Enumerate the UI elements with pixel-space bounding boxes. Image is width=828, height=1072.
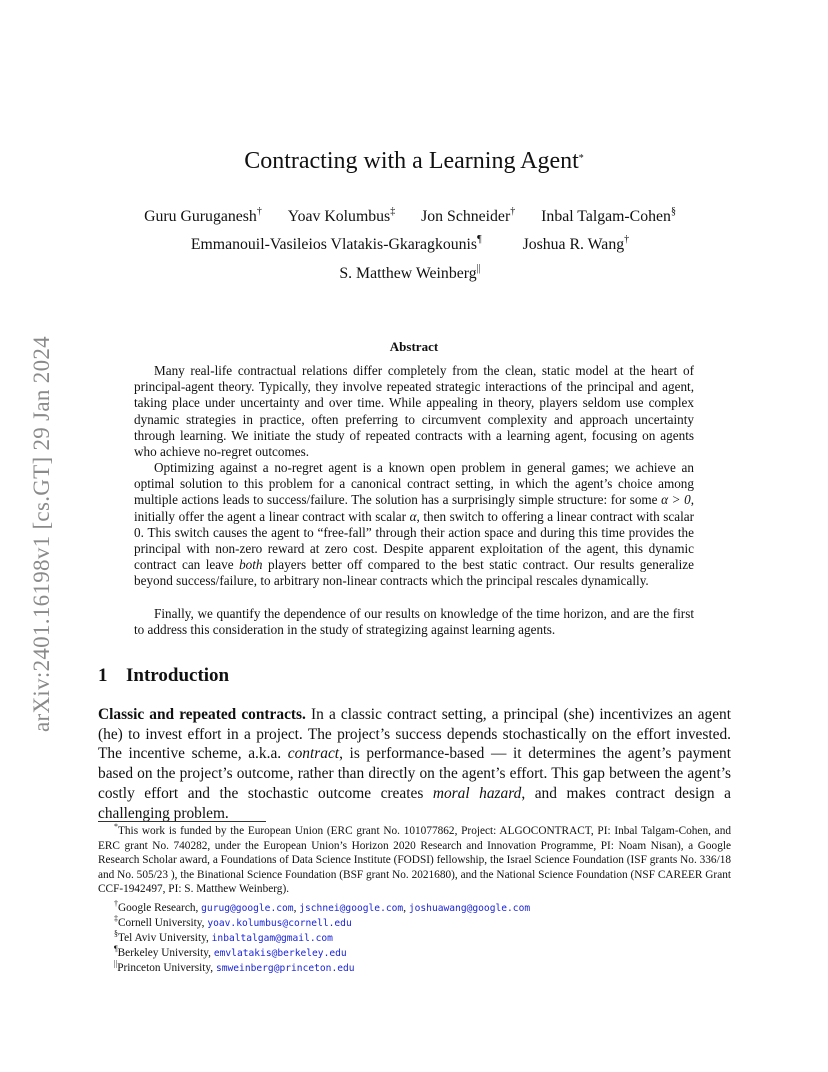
title-footnote-mark: * xyxy=(578,153,584,164)
footnote-berkeley: ¶Berkeley University, emvlatakis@berkeley.edu xyxy=(114,944,347,959)
author-row-1 xyxy=(60,206,760,225)
abstract-heading: Abstract xyxy=(389,339,439,354)
abstract-paragraph-2: Optimizing against a no-regret agent is a known open problem in general games; we achieve an optimal solution to this problem for a canonical contract setting, in which the agent’s choice among multiple actions leads to success/failure. The solution has a surprisingly simple structure: for some α > 0, initially offer the agent a linear contract with scalar α, then switch to offering a linear contract with scalar 0. This switch causes the agent to “free-fall” through their action space and during this time provides the principal with non-zero reward at zero cost. Despite apparent exploitation of the agent, this dynamic contract can leave both players better off compared to the best static contract. Our results generalize beyond success/failure, to arbitrary non-linear contracts which the principal rescales dynamically. xyxy=(134,460,695,589)
author: Guru Guruganesh† xyxy=(144,206,262,225)
footnote-telaviv: §Tel Aviv University, inbaltalgam@gmail.com xyxy=(114,929,333,944)
paragraph-lead: Classic and repeated contracts. xyxy=(98,706,306,723)
email-link[interactable]: emvlatakis@berkeley.edu xyxy=(213,948,347,959)
author: Jon Schneider† xyxy=(421,206,516,225)
email-link[interactable]: inbaltalgam@gmail.com xyxy=(211,933,333,944)
footnote-rule xyxy=(98,821,266,822)
author: Inbal Talgam-Cohen§ xyxy=(541,206,676,225)
email-link[interactable]: yoav.kolumbus@cornell.edu xyxy=(207,918,352,929)
paper-title: Contracting with a Learning Agent* xyxy=(244,148,584,174)
author-row-2 xyxy=(60,234,760,253)
emphasis-both: both xyxy=(239,557,263,573)
footnote-princeton: ||Princeton University, smweinberg@princeton.edu xyxy=(114,959,355,974)
email-link[interactable]: joshuawang@google.com xyxy=(408,903,531,914)
math-alpha-positive: α > 0 xyxy=(661,492,691,508)
author: Emmanouil-Vasileios Vlatakis-Gkaragkounis¶ xyxy=(190,234,482,253)
author: Yoav Kolumbus‡ xyxy=(287,206,396,225)
arxiv-identifier: arXiv:2401.16198v1 [cs.GT] 29 Jan 2024 xyxy=(29,336,54,732)
footnote-funding: *This work is funded by the European Union (ERC grant No. 101077862, Project: ALGOCONTRACT, PI: Inbal Talgam-Cohen, and ERC grant No. 740282, under the European Union’s Horizon 2020 Research and Innovation Programme, PI: Noam Nisan), a Google Research Scholar award, a Foundations of Data Science Institute (FODSI) fellowship, the Israel Science Foundation (ISF grants No. 336/18 and No. 505/23 ), the Binational Science Foundation (BSF grant No. 2021680), and the National Science Foundation (NSF CAREER Grant CCF-1942497, PI: S. Matthew Weinberg). xyxy=(98,822,731,896)
email-link[interactable]: gurug@google.com xyxy=(201,903,294,914)
abstract-paragraph-3: Finally, we quantify the dependence of our results on knowledge of the time horizon, and are the first to address this consideration in the study of strategizing against learning agents. xyxy=(134,606,694,638)
author: Joshua R. Wang† xyxy=(522,234,630,253)
author: S. Matthew Weinberg|| xyxy=(339,263,481,282)
footnote-cornell: ‡Cornell University, yoav.kolumbus@cornell.edu xyxy=(114,914,352,929)
math-alpha: α xyxy=(409,508,417,524)
intro-paragraph: Classic and repeated contracts. In a classic contract setting, a principal (she) incentivizes an agent (he) to invest effort in a project. The project’s success depends stochastically on the effort invested. The incentive scheme, a.k.a. contract, is performance-based — it determines the agent’s payment based on the project’s outcome, rather than directly on the agent’s effort. This gap between the agent’s costly effort and the stochastic outcome creates moral hazard, and makes contract design a challenging problem. xyxy=(98,706,732,822)
email-link[interactable]: jschnei@google.com xyxy=(299,903,404,914)
abstract-paragraph-1: Many real-life contractual relations differ completely from the clean, static model at the heart of principal-agent theory. Typically, they involve repeated strategic interactions of the principal and agent, taking place under uncertainty and over time. While appealing in theory, players seldom use complex dynamic strategies in practice, often preferring to circumvent complexity and approach uncertainty through learning. We initiate the study of repeated contracts with a learning agent, focusing on agents who achieve no-regret outcomes. xyxy=(134,363,694,460)
section-heading: 1 Introduction xyxy=(98,665,230,686)
email-link[interactable]: smweinberg@princeton.edu xyxy=(215,963,355,974)
author-row-3 xyxy=(60,263,760,282)
footnote-google: †Google Research, gurug@google.com, jschnei@google.com, joshuawang@google.com xyxy=(114,899,531,914)
